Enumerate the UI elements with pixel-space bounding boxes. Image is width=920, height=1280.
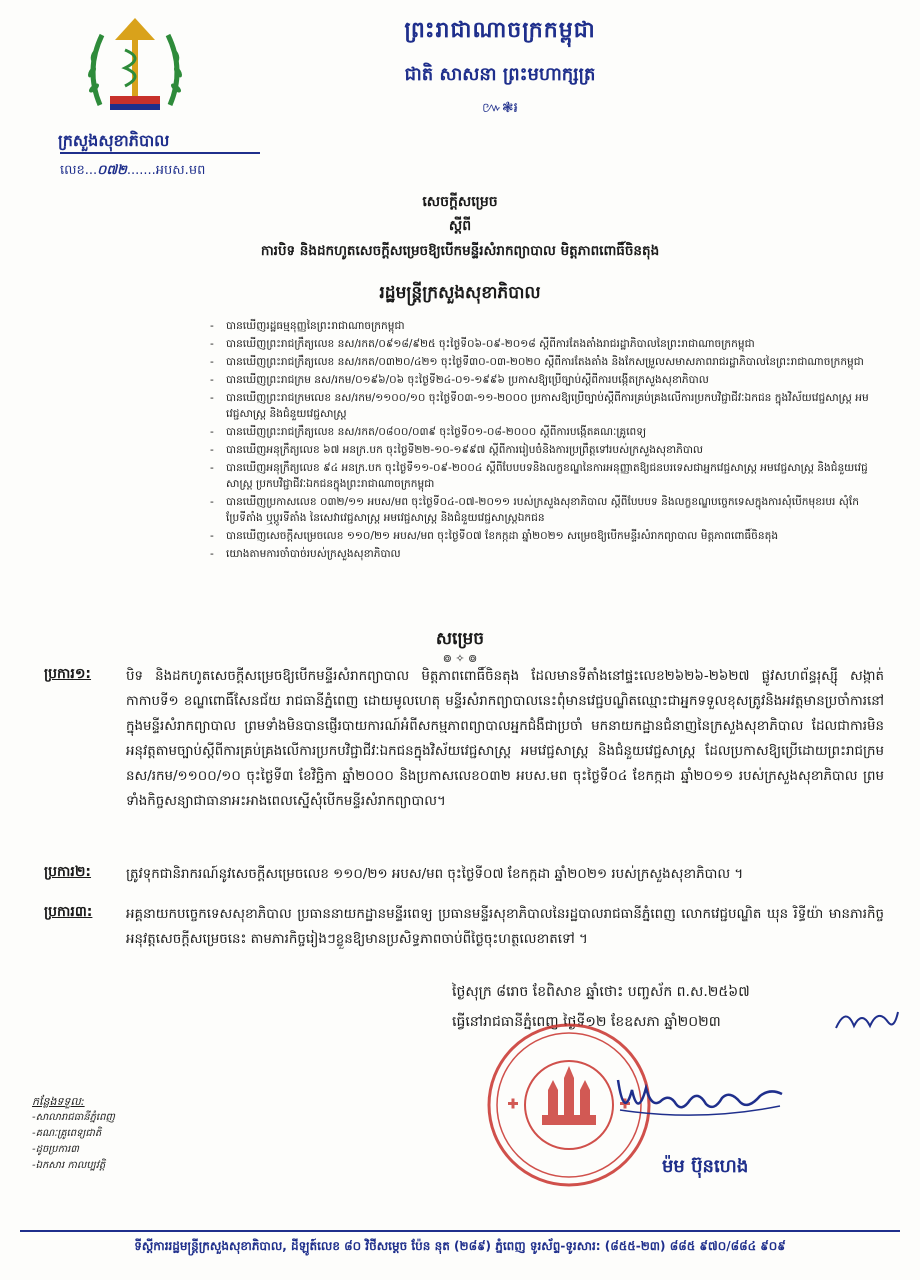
recital-item: - បានឃើញរដ្ឋធម្មនុញ្ញនៃព្រះរាជាណាចក្រកម្ពុជា	[208, 318, 872, 334]
letter-number-value: ០៧២	[97, 163, 127, 178]
document-type-title: សេចក្តីសម្រេច	[422, 194, 498, 210]
letter-number-suffix: .......អបស.មព	[126, 163, 206, 178]
recital-item: - បានឃើញព្រះរាជក្រឹត្យលេខ នស/រកត/០៣២០/៤២១ ចុះថ្ងៃទី៣០-០៣-២០២០ ស្តីពីការតែងតាំង និងកែសម្រួលសមាសភាពរាជរដ្ឋាភិបាលនៃព្រះរាជាណាចក្រកម្ពុជា	[208, 354, 872, 370]
article-2	[44, 862, 884, 887]
recipient-item: -សាលារាជធានីភ្នំពេញ	[32, 1112, 115, 1123]
ministry-logo-icon	[80, 10, 190, 125]
article-1	[44, 664, 884, 814]
signer-name: ម៉ម ប៊ុនហេង	[662, 1156, 749, 1177]
recital-item: - បានឃើញព្រះរាជក្រឹត្យលេខ នស/រកត/០៩១៨/៩២៥ ចុះថ្ងៃទី០៦-០៩-២០១៨ ស្តីពីការតែងតាំងរាជរដ្ឋាភិបាលនៃព្រះរាជាណាចក្រកម្ពុជា	[208, 336, 872, 352]
article-3-text: អគ្គនាយកបច្ចេកទេសសុខាភិបាល ប្រធាននាយកដ្ឋានមន្ទីរពេទ្យ ប្រធានមន្ទីរសុខាភិបាលនៃរដ្ឋបាលរាជធានីភ្នំពេញ លោកវេជ្ជបណ្ឌិត ឃុន រិទ្ធីយ៉ា មានភារកិច្ចអនុវត្តសេចក្តីសម្រេចនេះ តាមភារកិច្ចរៀងៗខ្លួនឱ្យមានប្រសិទ្ធភាពចាប់ពីថ្ងៃចុះហត្ថលេខាតទៅ ។	[126, 907, 884, 947]
recitals-list	[208, 318, 872, 564]
signature-icon	[610, 1060, 790, 1130]
article-1-label: ប្រការ១:	[44, 666, 92, 682]
recipient-item: -ដូចប្រការ៣	[32, 1144, 79, 1155]
solar-date: ធ្វើនៅរាជធានីភ្នំពេញ ថ្ងៃទី១២ ខែឧសភា ឆ្នាំ២០២៣	[452, 1014, 721, 1030]
article-2-text: ត្រូវទុកជានិរាករណ៍នូវសេចក្តីសម្រេចលេខ ១១០/២១ អបស/មព ចុះថ្ងៃទី០៧ ខែកក្កដា ឆ្នាំ២០២១ របស់ក្រសួងសុខាភិបាល ។	[126, 867, 744, 882]
recital-item: - បានឃើញអនុក្រឹត្យលេខ ៦៧ អនក្រ.បក ចុះថ្ងៃទី២២-១០-១៩៩៧ ស្តីពីការរៀបចំនិងការប្រព្រឹត្តទៅរបស់ក្រសួងសុខាភិបាល	[208, 442, 872, 458]
recital-item: - យោងតាមការចាំបាច់របស់ក្រសួងសុខាភិបាល	[208, 546, 872, 562]
national-motto: ជាតិ សាសនា ព្រះមហាក្សត្រ	[404, 64, 596, 85]
about-label: ស្តីពី	[448, 218, 472, 234]
initials-icon	[832, 1000, 902, 1040]
issuer-title: រដ្ឋមន្ត្រីក្រសួងសុខាភិបាល	[379, 283, 541, 303]
article-3	[44, 902, 884, 952]
ministry-underline	[60, 152, 260, 154]
recital-item: - បានឃើញប្រកាសលេខ ០៣២/១១ អបស/មព ចុះថ្ងៃទី០៤-០៧-២០១១ របស់ក្រសួងសុខាភិបាល ស្តីពីបែបបទ និងលក្ខខណ្ឌបច្ចេកទេសក្នុងការសុំបើកមុខរបរ សុំកែប្រែទីតាំង ឬប្តូរទីតាំង នៃសេវាវេជ្ជសាស្ត្រ អមវេជ្ជសាស្ត្រ និងជំនួយវេជ្ជសាស្ត្រឯកជន	[208, 494, 872, 526]
article-3-label: ប្រការ៣:	[44, 904, 93, 920]
recital-item: - បានឃើញព្រះរាជក្រម នស/រកម/០១៩៦/០៦ ចុះថ្ងៃទី២៤-០១-១៩៩៦ ប្រកាសឱ្យប្រើច្បាប់ស្តីពីការបង្កើតក្រសួងសុខាភិបាល	[208, 372, 872, 388]
header-ornament: ៚❃៛	[482, 100, 518, 116]
footer-address: ទីស្តីការរដ្ឋមន្ត្រីក្រសួងសុខាភិបាល, ដីឡូត៍លេខ ៨០ វិថីសម្តេច ប៉ែន នុត (២៨៩) ភ្នំពេញ ទូរស័ព្ទ-ទូរសារ: (៨៥៥-២៣) ៨៨៥ ៩៧០/៨៨៤ ៩០៩	[134, 1239, 786, 1253]
letter-number	[60, 162, 205, 181]
recipient-item: -គណៈគ្រូពេទ្យជាតិ	[32, 1128, 102, 1139]
recital-item: - បានឃើញព្រះរាជក្រឹត្យលេខ នស/រកត/០៨០០/០៣៩ ចុះថ្ងៃទី០១-០៨-២០០០ ស្តីពីការបង្កើតគណៈគ្រូពេទ្យ	[208, 424, 872, 440]
document-subject: ការបិទ និងដកហូតសេចក្តីសម្រេចឱ្យបើកមន្ទីរសំរាកព្យាបាល មិត្តភាពពោធិ៍ចិនតុង	[260, 243, 660, 259]
decides-ornament: ៙ ✧ ៙	[442, 652, 478, 665]
article-1-text: បិទ និងដកហូតសេចក្តីសម្រេចឱ្យបើកមន្ទីរសំរាកព្យាបាល មិត្តភាពពោធិ៍ចិនតុង ដែលមានទីតាំងនៅផ្ទះលេខ២៦២៦-២៦២៧ ផ្លូវសហព័ន្ធរុស្ស៊ី សង្កាត់កាកាបទី១ ខណ្ឌពោធិ៍សែនជ័យ រាជធានីភ្នំពេញ ដោយមូលហេតុ មន្ទីរសំរាកព្យាបាលនេះពុំមានវេជ្ជបណ្ឌិតឈ្មោះជាអ្នកទទួលខុសត្រូវនិងអវត្តមានប្រចាំការនៅក្នុងមន្ទីរសំរាកព្យាបាល ព្រមទាំងមិនបានផ្ញើរបាយការណ៍អំពីសកម្មភាពព្យាបាលអ្នកជំងឺជាប្រចាំ មកនាយកដ្ឋានជំនាញនៃក្រសួងសុខាភិបាល ដែលជាការមិនអនុវត្តតាមច្បាប់ស្តីពីការគ្រប់គ្រងលើការប្រកបវិជ្ជាជីវៈឯកជនក្នុងវិស័យវេជ្ជសាស្ត្រ អមវេជ្ជសាស្ត្រ និងជំនួយវេជ្ជសាស្ត្រ ដែលប្រកាសឱ្យប្រើដោយព្រះរាជក្រម នស/រកម/១១០០/១០ ចុះថ្ងៃទី៣ ខែវិច្ឆិកា ឆ្នាំ២០០០ និងប្រកាសលេខ០៣២ អបស.មព ចុះថ្ងៃទី០៤ ខែកក្កដា ឆ្នាំ២០១១ របស់ក្រសួងសុខាភិបាល ព្រមទាំងកិច្ចសន្យាជាធានាអះអាងពេលស្នើសុំបើកមន្ទីរសំរាកព្យាបាល។	[126, 669, 884, 809]
ministry-name: ក្រសួងសុខាភិបាល	[58, 131, 170, 150]
recital-item: - បានឃើញអនុក្រឹត្យលេខ ៩៤ អនក្រ.បក ចុះថ្ងៃទី១១-០៩-២០០៤ ស្តីពីបែបបទនិងលក្ខខណ្ឌនៃការអនុញ្ញាតឱ្យជនបរទេសជាអ្នកវេជ្ជសាស្ត្រ អមវេជ្ជសាស្ត្រ និងជំនួយវេជ្ជសាស្ត្រ ប្រកបវិជ្ជាជីវៈឯកជនក្នុងព្រះរាជាណាចក្រកម្ពុជា	[208, 460, 872, 492]
recital-item: - បានឃើញព្រះរាជក្រមលេខ នស/រកម/១១០០/១០ ចុះថ្ងៃទី០៣-១១-២០០០ ប្រកាសឱ្យប្រើច្បាប់ស្តីពីការគ្រប់គ្រងលើការប្រកបវិជ្ជាជីវៈឯកជន ក្នុងវិស័យវេជ្ជសាស្ត្រ អមវេជ្ជសាស្ត្រ និងជំនួយវេជ្ជសាស្ត្រ	[208, 390, 872, 422]
recipients-heading: កន្លែងទទួល:	[32, 1095, 85, 1108]
lunar-date: ថ្ងៃសុក្រ ៨រោច ខែពិសាខ ឆ្នាំថោះ បញ្ចស័ក ព.ស.២៥៦៧	[452, 984, 750, 1000]
footer-divider	[20, 1230, 900, 1232]
letter-number-prefix: លេខ...	[60, 163, 98, 178]
recipient-item: -ឯកសារ កាលប្បវត្តិ	[32, 1160, 106, 1171]
recital-item: - បានឃើញសេចក្តីសម្រេចលេខ ១១០/២១ អបស/មព ចុះថ្ងៃទី០៧ ខែកក្កដា ឆ្នាំ២០២១ សម្រេចឱ្យបើកមន្ទីរសំរាកព្យាបាល មិត្តភាពពោធិ៍ចិនតុង	[208, 528, 872, 544]
decides-title: សម្រេច	[435, 629, 485, 649]
recipients-block	[32, 1094, 115, 1174]
article-2-label: ប្រការ២:	[44, 864, 92, 880]
kingdom-title: ព្រះរាជាណាចក្រកម្ពុជា	[404, 18, 596, 43]
